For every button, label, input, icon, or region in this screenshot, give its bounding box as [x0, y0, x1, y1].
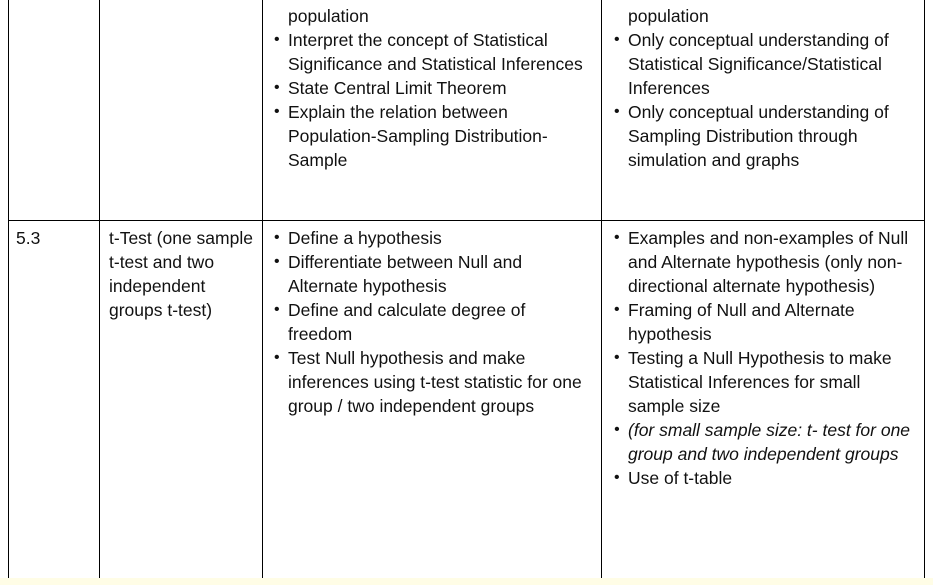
row2-topic-cell — [109, 226, 257, 322]
next-row-band — [0, 578, 933, 585]
table-border-left — [8, 0, 9, 585]
objectives-list — [272, 226, 594, 418]
objective-item: • State Central Limit Theorem — [272, 76, 592, 100]
row2-number-cell — [16, 226, 96, 250]
objective-continuation: population — [288, 6, 369, 26]
objectives-list — [272, 28, 592, 172]
row2-objectives-cell — [272, 226, 594, 418]
objective-item: • Differentiate between Null and Alternate hypothesis — [272, 250, 594, 298]
objective-item: • Define and calculate degree of freedom — [272, 298, 594, 346]
note-item: • Only conceptual understanding of Statistical Significance/Statistical Inferences — [612, 28, 922, 100]
column-divider-2 — [262, 0, 263, 585]
column-divider-3 — [601, 0, 602, 585]
row2-notes-cell — [612, 226, 918, 490]
row1-objectives-cell — [272, 4, 592, 172]
note-continuation: population — [628, 6, 709, 26]
notes-list — [612, 226, 918, 490]
note-item: • Use of t-table — [612, 466, 918, 490]
note-item: • Framing of Null and Alternate hypothesis — [612, 298, 918, 346]
row1-notes-cell — [612, 4, 922, 172]
note-item: • Testing a Null Hypothesis to make Statistical Inferences for small sample size — [612, 346, 918, 418]
note-item: • Examples and non-examples of Null and Alternate hypothesis (only non-directional alternate hypothesis) — [612, 226, 918, 298]
column-divider-1 — [99, 0, 100, 585]
topic-title: t-Test (one sample t-test and two independent groups t-test) — [109, 228, 253, 320]
objective-item: • Interpret the concept of Statistical Significance and Statistical Inferences — [272, 28, 592, 76]
note-item: • Only conceptual understanding of Sampling Distribution through simulation and graphs — [612, 100, 922, 172]
section-number: 5.3 — [16, 228, 41, 248]
table-border-right — [924, 0, 925, 585]
objective-item: • Define a hypothesis — [272, 226, 594, 250]
notes-list — [612, 28, 922, 172]
row-divider-1 — [8, 220, 925, 221]
objective-item: • Test Null hypothesis and make inferences using t-test statistic for one group / two independent groups — [272, 346, 594, 418]
objective-item: • Explain the relation between Population-Sampling Distribution-Sample — [272, 100, 592, 172]
note-item-italic: • (for small sample size: t- test for one group and two independent groups — [612, 418, 918, 466]
